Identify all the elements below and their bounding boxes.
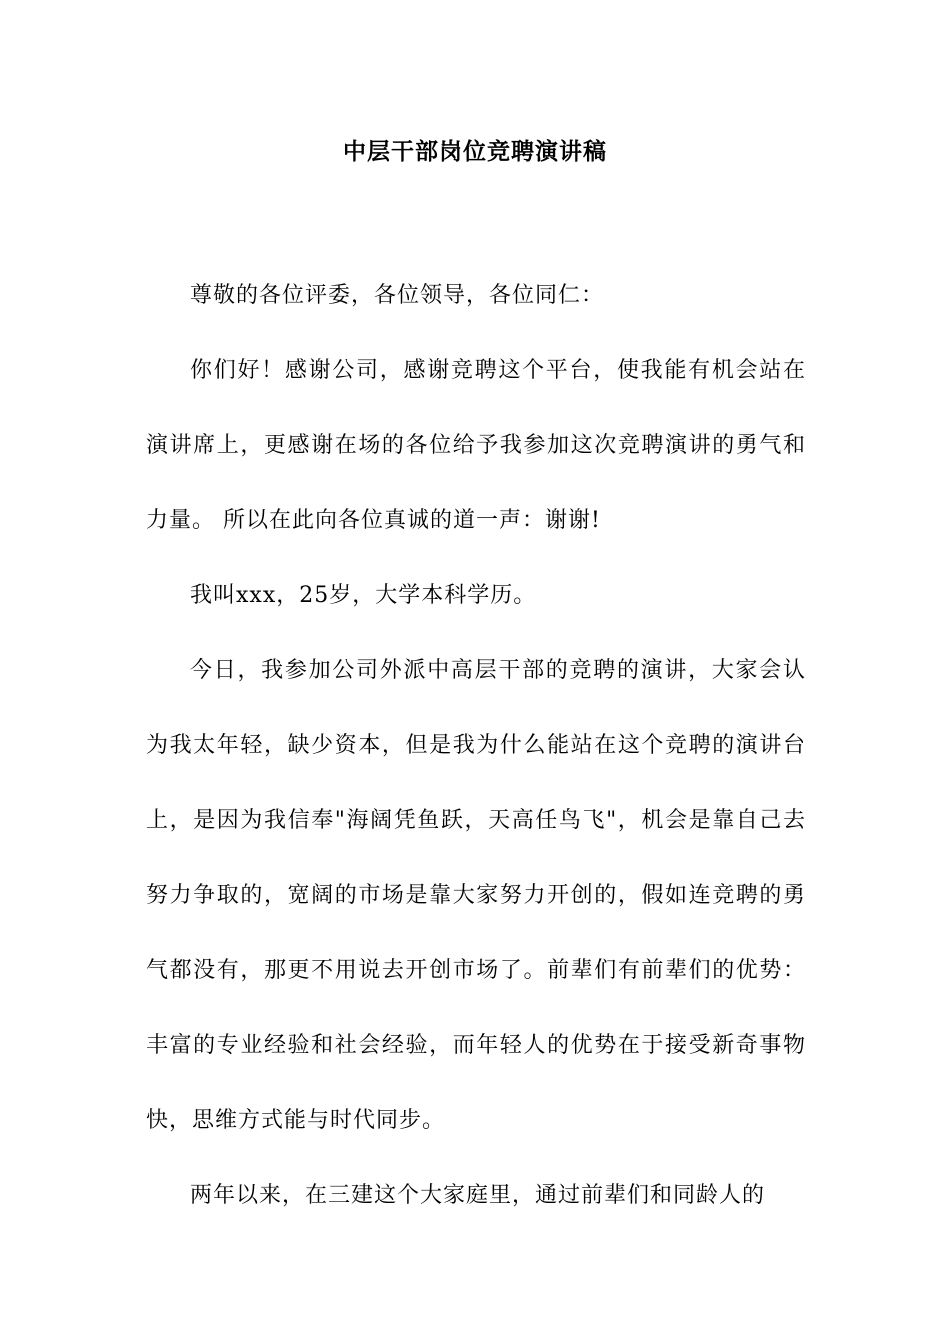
paragraph-motivation: 今日，我参加公司外派中高层干部的竞聘的演讲，大家会认为我太年轻，缺少资本，但是我为什么能站在这个竞聘的演讲台上，是因为我信奉"海阔凭鱼跃，天高任鸟飞"，机会是靠自己去努力争取的，宽阔的市场是靠大家努力开创的，假如连竞聘的勇气都没有，那更不用说去开创市场了。前辈们有前辈们的优势：丰富的专业经验和社会经验，而年轻人的优势在于接受新奇事物快，思维方式能与时代同步。 xyxy=(146,658,806,1133)
paragraph-experience: 两年以来，在三建这个大家庭里，通过前辈们和同龄人的 xyxy=(190,1183,766,1208)
paragraph-salutation: 尊敬的各位评委，各位领导，各位同仁： xyxy=(190,283,605,308)
document-title: 中层干部岗位竞聘演讲稿 xyxy=(343,138,607,165)
document-body xyxy=(146,258,806,1233)
paragraph-thanks: 你们好！感谢公司，感谢竞聘这个平台，使我能有机会站在演讲席上，更感谢在场的各位给予我参加这次竞聘演讲的勇气和力量。 所以在此向各位真诚的道一声：谢谢! xyxy=(146,358,806,533)
paragraph-introduction: 我叫xxx，25岁，大学本科学历。 xyxy=(190,583,537,608)
